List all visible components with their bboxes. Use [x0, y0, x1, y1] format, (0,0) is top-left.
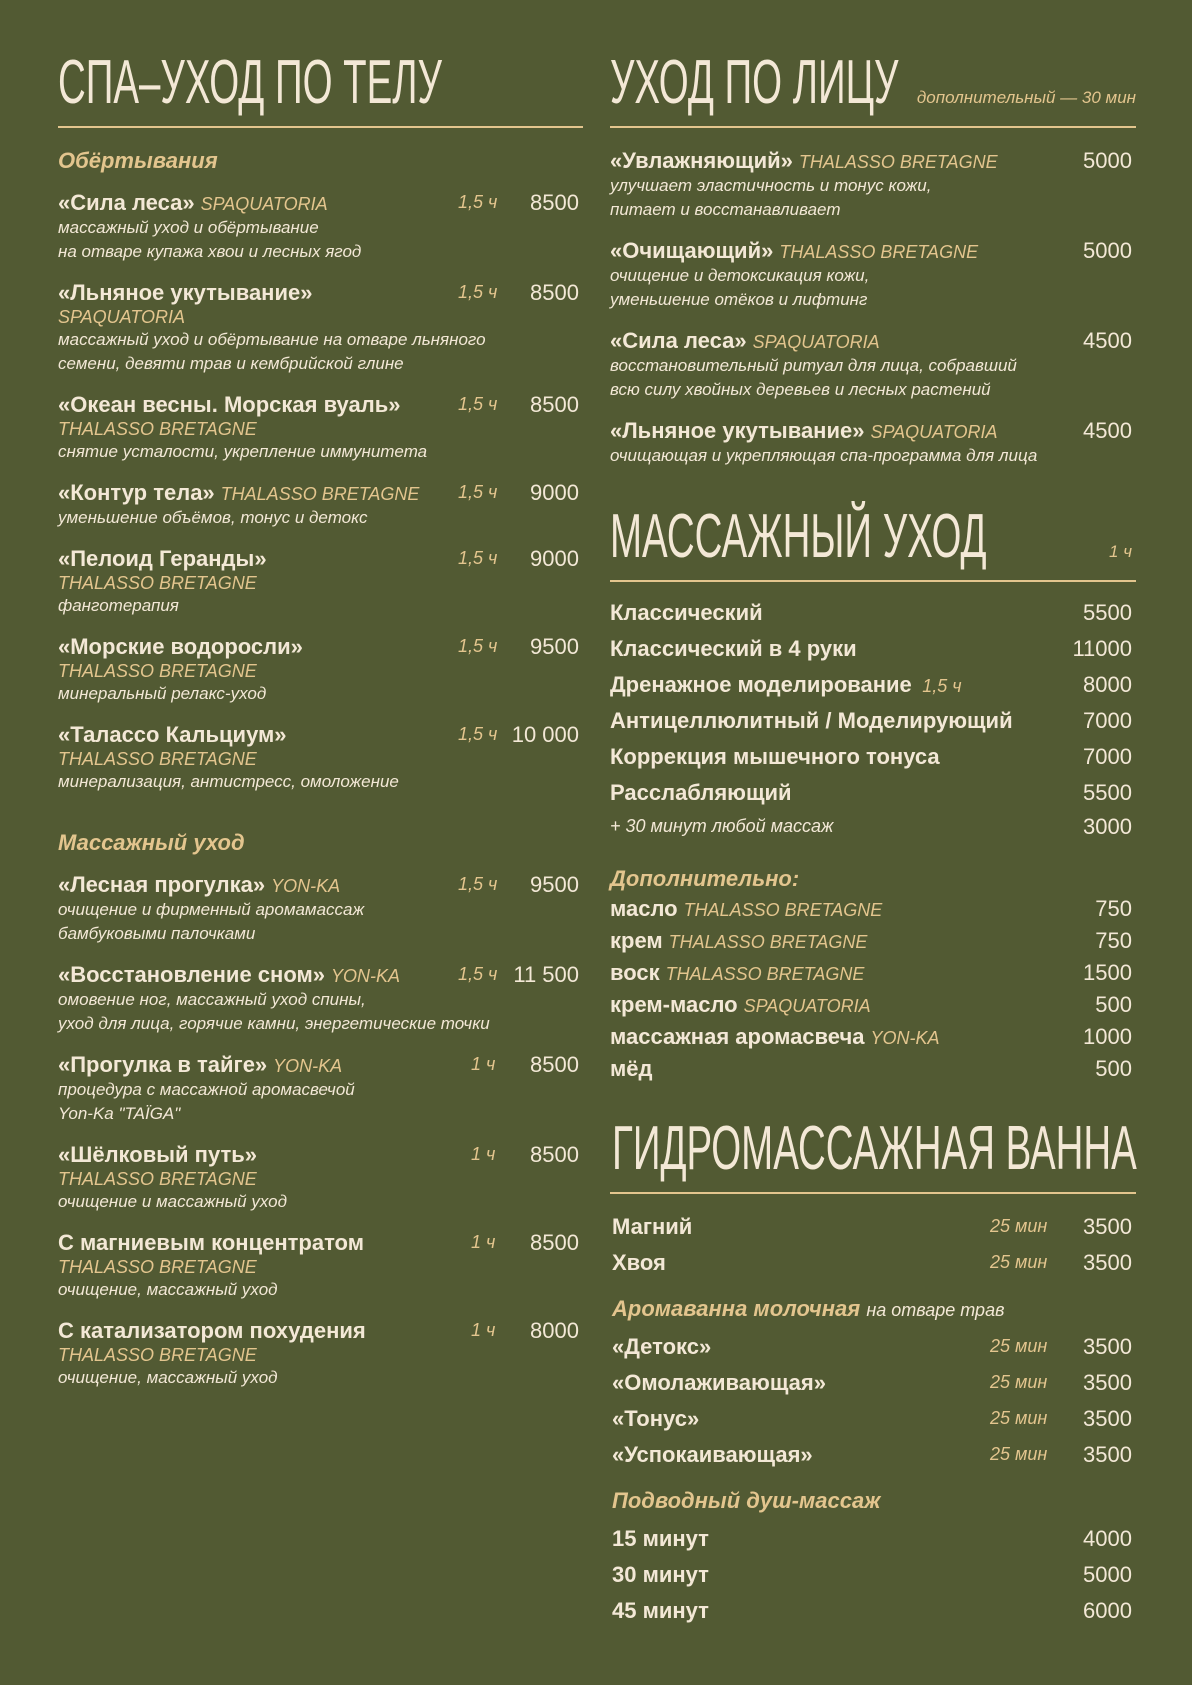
hydro-title-row — [610, 1114, 1137, 1183]
massage-duration: 1 ч — [1109, 542, 1132, 561]
divider — [610, 580, 1136, 582]
item-price: 9500 — [530, 872, 579, 897]
item-name: «Сила леса» — [610, 328, 747, 353]
item-duration: 1,5 ч — [458, 282, 498, 302]
item-price: 8500 — [530, 1230, 579, 1255]
item-name: «Океан весны. Морская вуаль» — [58, 392, 401, 417]
item-price: 5000 — [1083, 148, 1132, 173]
item-desc: очищающая и укрепляющая спа-программа для лица — [610, 446, 1038, 465]
item-price: 5000 — [1083, 1562, 1132, 1587]
item-name: «Очищающий» — [610, 238, 774, 263]
menu-item — [610, 328, 1136, 402]
item-desc: минерализация, антистресс, омоложение — [58, 772, 399, 791]
menu-item — [612, 1442, 1136, 1478]
item-duration: 1,5 ч — [922, 676, 962, 696]
menu-item-addon — [610, 814, 1136, 844]
item-price: 10 000 — [511, 722, 579, 747]
menu-item — [612, 1526, 1136, 1562]
item-name: «Успокаивающая» — [612, 1442, 813, 1467]
menu-item — [610, 636, 1136, 672]
menu-item — [58, 480, 583, 530]
subsection-title-aroma — [612, 1296, 1136, 1334]
item-name: 30 минут — [612, 1562, 709, 1587]
item-price: 8500 — [530, 392, 579, 417]
item-desc: массажный уход и обёртывание на отваре льняного — [58, 330, 486, 349]
item-duration: 25 мин — [990, 1372, 1048, 1392]
item-name: Дренажное моделирование — [610, 672, 912, 697]
item-name: Классический — [610, 600, 763, 625]
item-price: 3500 — [1083, 1442, 1132, 1467]
subsection-title-shower: Подводный душ-массаж — [612, 1488, 881, 1513]
item-name: «Тонус» — [612, 1406, 700, 1431]
item-name: «Льняное укутывание» — [610, 418, 865, 443]
item-brand: THALASSO BRETAGNE — [58, 1257, 257, 1277]
item-brand: THALASSO BRETAGNE — [58, 573, 257, 593]
item-price: 9000 — [530, 480, 579, 505]
menu-item — [610, 960, 1136, 992]
item-price: 4000 — [1083, 1526, 1132, 1551]
item-price: 8500 — [530, 1052, 579, 1077]
menu-item — [610, 1056, 1136, 1088]
item-desc: очищение, массажный уход — [58, 1368, 278, 1387]
item-price: 1500 — [1083, 960, 1132, 985]
right-column — [610, 50, 1136, 1634]
item-desc: очищение, массажный уход — [58, 1280, 278, 1299]
item-price: 11000 — [1072, 636, 1132, 661]
item-brand: SPAQUATORIA — [752, 332, 880, 352]
item-name: Расслабляющий — [610, 780, 792, 805]
item-price: 8500 — [530, 280, 579, 305]
additional-list — [610, 896, 1136, 1088]
item-duration: 1,5 ч — [458, 482, 498, 502]
item-price: 3500 — [1083, 1334, 1132, 1359]
face-note: дополнительный — 30 мин — [916, 88, 1136, 107]
item-duration: 1,5 ч — [458, 192, 498, 212]
menu-item — [612, 1250, 1136, 1286]
item-brand: THALASSO BRETAGNE — [683, 900, 883, 920]
item-name: «Детокс» — [612, 1334, 712, 1359]
massage-title-row — [610, 502, 1136, 571]
item-name: крем — [610, 928, 663, 953]
item-desc: всю силу хвойных деревьев и лесных растений — [610, 380, 991, 399]
item-duration: 25 мин — [990, 1216, 1048, 1236]
menu-item — [610, 238, 1136, 312]
item-desc: уменьшение объёмов, тонус и детокс — [58, 508, 368, 527]
item-duration: 1,5 ч — [458, 964, 498, 984]
item-duration: 1,5 ч — [458, 874, 498, 894]
item-brand: THALASSO BRETAGNE — [58, 1169, 257, 1189]
menu-item — [612, 1214, 1136, 1250]
item-price: 5500 — [1083, 780, 1132, 805]
menu-item — [58, 1318, 583, 1390]
item-brand: THALASSO BRETAGNE — [798, 152, 998, 172]
item-name: воск — [610, 960, 660, 985]
menu-item — [610, 418, 1136, 468]
item-brand: THALASSO BRETAGNE — [665, 964, 865, 984]
item-desc: улучшает эластичность и тонус кожи, — [610, 176, 932, 195]
menu-item — [612, 1562, 1136, 1598]
item-price: 7000 — [1083, 744, 1132, 769]
item-price: 11 500 — [513, 962, 579, 987]
item-name: «Контур тела» — [58, 480, 215, 505]
item-brand: SPAQUATORIA — [870, 422, 998, 442]
menu-item — [58, 190, 583, 264]
section-title: МАССАЖНЫЙ УХОД — [610, 502, 987, 571]
item-name: «Восстановление сном» — [58, 962, 325, 987]
item-brand: YON-KA — [273, 1056, 343, 1076]
menu-item — [58, 1052, 583, 1126]
item-name: «Увлажняющий» — [610, 148, 793, 173]
item-desc: фанготерапия — [58, 596, 179, 615]
item-duration: 1 ч — [471, 1232, 496, 1252]
item-brand: THALASSO BRETAGNE — [779, 242, 979, 262]
aroma-title: Аромаванна молочная — [612, 1296, 861, 1321]
item-price: 8000 — [1083, 672, 1132, 697]
item-price: 6000 — [1083, 1598, 1132, 1623]
item-desc: питает и восстанавливает — [610, 200, 841, 219]
item-price: 7000 — [1083, 708, 1132, 733]
item-price: 3500 — [1083, 1214, 1132, 1239]
menu-item — [610, 600, 1136, 636]
item-price: 3500 — [1083, 1250, 1132, 1275]
item-name: Магний — [612, 1214, 693, 1239]
section-title: УХОД ПО ЛИЦУ — [610, 48, 899, 117]
item-price: 750 — [1095, 928, 1132, 953]
menu-item — [610, 992, 1136, 1024]
subsection-title-wraps: Обёртывания — [58, 148, 218, 173]
item-name: + 30 минут любой массаж — [610, 816, 834, 836]
item-name: «Морские водоросли» — [58, 634, 303, 659]
item-brand: YON-KA — [271, 876, 341, 896]
menu-item — [610, 780, 1136, 814]
item-brand: THALASSO BRETAGNE — [220, 484, 420, 504]
item-price: 8000 — [530, 1318, 579, 1343]
item-name: 45 минут — [612, 1598, 709, 1623]
face-title-row — [610, 48, 1136, 117]
menu-item — [58, 634, 583, 706]
item-desc: омовение ног, массажный уход спины, — [58, 990, 366, 1009]
menu-item — [610, 708, 1136, 744]
item-desc: массажный уход и обёртывание — [58, 218, 319, 237]
item-duration: 1 ч — [471, 1054, 496, 1074]
menu-item — [610, 744, 1136, 780]
item-duration: 1,5 ч — [458, 394, 498, 414]
item-price: 750 — [1095, 896, 1132, 921]
item-desc: очищение и детоксикация кожи, — [610, 266, 870, 285]
body-spa-section — [58, 50, 583, 1390]
item-price: 3000 — [1083, 814, 1132, 839]
item-name: «Омолаживающая» — [612, 1370, 826, 1395]
item-name: «Сила леса» — [58, 190, 195, 215]
item-name: «Лесная прогулка» — [58, 872, 266, 897]
item-price: 8500 — [530, 1142, 579, 1167]
item-name: Коррекция мышечного тонуса — [610, 744, 940, 769]
item-name: Хвоя — [612, 1250, 666, 1275]
menu-item — [58, 392, 583, 464]
item-name: Классический в 4 руки — [610, 636, 857, 661]
item-duration: 1,5 ч — [458, 548, 498, 568]
divider — [610, 1192, 1136, 1194]
item-price: 4500 — [1083, 328, 1132, 353]
item-desc: на отваре купажа хвои и лесных ягод — [58, 242, 362, 261]
item-name: 15 минут — [612, 1526, 709, 1551]
menu-item — [612, 1406, 1136, 1442]
menu-item — [610, 148, 1136, 222]
item-duration: 25 мин — [990, 1336, 1048, 1356]
item-brand: THALASSO BRETAGNE — [668, 932, 868, 952]
item-desc: минеральный релакс-уход — [58, 684, 267, 703]
item-brand: SPAQUATORIA — [58, 307, 186, 327]
item-name: «Шёлковый путь» — [58, 1142, 257, 1167]
menu-item — [58, 1230, 583, 1302]
menu-item — [612, 1334, 1136, 1370]
item-name: «Пелоид Геранды» — [58, 546, 267, 571]
menu-item — [612, 1370, 1136, 1406]
divider — [610, 126, 1136, 128]
item-desc: восстановительный ритуал для лица, собравший — [610, 356, 1017, 375]
item-name: С катализатором похудения — [58, 1318, 366, 1343]
item-name: «Прогулка в тайге» — [58, 1052, 268, 1077]
item-duration: 1 ч — [471, 1320, 496, 1340]
item-brand: SPAQUATORIA — [743, 996, 871, 1016]
menu-item — [610, 896, 1136, 928]
subsection-title-additional: Дополнительно: — [610, 866, 800, 891]
item-desc: Yon-Ka "TAÏGA" — [58, 1104, 181, 1123]
item-brand: SPAQUATORIA — [200, 194, 328, 214]
item-name: крем-масло — [610, 992, 738, 1017]
menu-item — [58, 546, 583, 618]
item-price: 1000 — [1083, 1024, 1132, 1049]
item-brand: THALASSO BRETAGNE — [58, 419, 257, 439]
item-price: 9500 — [530, 634, 579, 659]
section-title: ГИДРОМАССАЖНАЯ ВАННА — [612, 1114, 1137, 1183]
menu-item — [58, 280, 583, 376]
item-duration: 1 ч — [471, 1144, 496, 1164]
item-desc: очищение и массажный уход — [58, 1192, 287, 1211]
item-desc: бамбуковыми палочками — [58, 924, 256, 943]
subsection-title-massage: Массажный уход — [58, 830, 245, 855]
menu-item — [610, 928, 1136, 960]
menu-item — [610, 1024, 1136, 1056]
item-price: 5000 — [1083, 238, 1132, 263]
item-name: Антицеллюлитный / Моделирующий — [610, 708, 1013, 733]
item-name: мёд — [610, 1056, 653, 1081]
item-duration: 25 мин — [990, 1444, 1048, 1464]
item-name: масло — [610, 896, 678, 921]
hydro-list — [610, 1214, 1136, 1634]
item-price: 4500 — [1083, 418, 1132, 443]
item-desc: процедура с массажной аромасвечой — [58, 1080, 355, 1099]
item-brand: THALASSO BRETAGNE — [58, 749, 257, 769]
body-spa-title-row — [58, 48, 583, 117]
item-brand: THALASSO BRETAGNE — [58, 1345, 257, 1365]
aroma-note: на отваре трав — [866, 1300, 1005, 1320]
massage-list — [610, 600, 1136, 844]
item-duration: 1,5 ч — [458, 636, 498, 656]
menu-item — [58, 872, 583, 946]
menu-item — [612, 1598, 1136, 1634]
menu-item — [58, 962, 583, 1036]
item-name: «Льняное укутывание» — [58, 280, 313, 305]
item-price: 500 — [1095, 1056, 1132, 1081]
menu-item — [58, 722, 583, 794]
section-title: СПА–УХОД ПО ТЕЛУ — [58, 48, 442, 117]
item-desc: семени, девяти трав и кембрийской глине — [58, 354, 404, 373]
item-brand: YON-KA — [330, 966, 400, 986]
item-duration: 25 мин — [990, 1408, 1048, 1428]
item-brand: THALASSO BRETAGNE — [58, 661, 257, 681]
item-price: 8500 — [530, 190, 579, 215]
item-name: массажная аромасвеча — [610, 1024, 865, 1049]
item-price: 500 — [1095, 992, 1132, 1017]
menu-item — [610, 672, 1136, 708]
item-desc: уменьшение отёков и лифтинг — [610, 290, 868, 309]
item-desc: уход для лица, горячие камни, энергетические точки — [58, 1014, 490, 1033]
item-duration: 1,5 ч — [458, 724, 498, 744]
divider — [58, 126, 583, 128]
item-desc: снятие усталости, укрепление иммунитета — [58, 442, 428, 461]
item-brand: YON-KA — [870, 1028, 940, 1048]
item-price: 3500 — [1083, 1406, 1132, 1431]
item-duration: 25 мин — [990, 1252, 1048, 1272]
item-name: «Талассо Кальциум» — [58, 722, 287, 747]
item-name: С магниевым концентратом — [58, 1230, 364, 1255]
item-price: 3500 — [1083, 1370, 1132, 1395]
item-price: 9000 — [530, 546, 579, 571]
menu-item — [58, 1142, 583, 1214]
item-desc: очищение и фирменный аромамассаж — [58, 900, 365, 919]
item-price: 5500 — [1083, 600, 1132, 625]
